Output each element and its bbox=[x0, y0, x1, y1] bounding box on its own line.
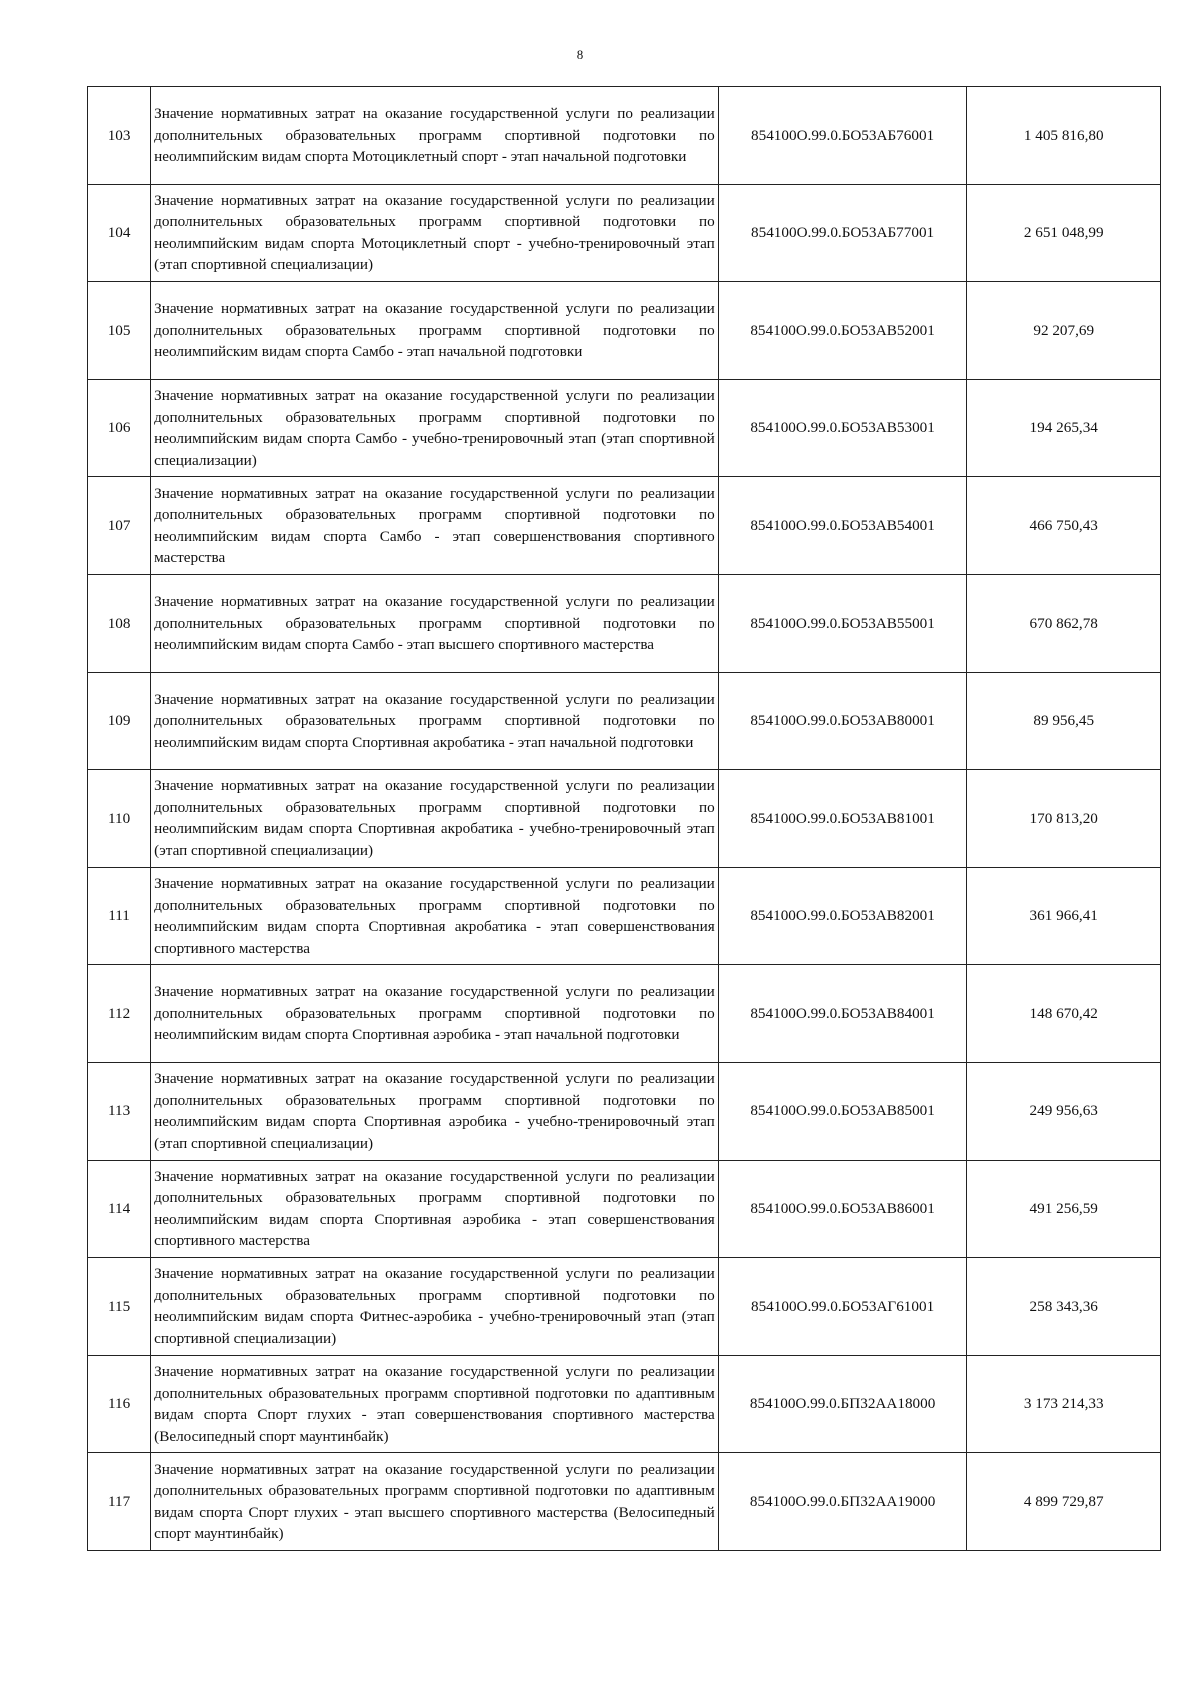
row-description-cell bbox=[151, 965, 719, 1063]
row-description: Значение нормативных затрат на оказание государственной услуги по реализации дополнительных образовательных программ спортивной подготовки по неолимпийским видам спорта Самбо - этап высшего спортивного мастерства bbox=[154, 593, 715, 654]
row-amount: 670 862,78 bbox=[967, 574, 1161, 672]
table-row bbox=[88, 282, 1161, 380]
row-number: 110 bbox=[88, 770, 151, 868]
row-number: 113 bbox=[88, 1062, 151, 1160]
table-row bbox=[88, 1453, 1161, 1551]
table-row bbox=[88, 574, 1161, 672]
row-description-cell bbox=[151, 1062, 719, 1160]
row-amount: 2 651 048,99 bbox=[967, 184, 1161, 282]
row-amount: 4 899 729,87 bbox=[967, 1453, 1161, 1551]
row-description: Значение нормативных затрат на оказание государственной услуги по реализации дополнительных образовательных программ спортивной подготовки по неолимпийским видам спорта Самбо - учебно-тренировочный этап (этап спортивной специализации) bbox=[154, 387, 715, 469]
row-registry-code: 854100О.99.0.БО53АВ55001 bbox=[718, 574, 967, 672]
table-row bbox=[88, 770, 1161, 868]
row-registry-code: 854100О.99.0.БО53АБ76001 bbox=[718, 87, 967, 185]
row-description-cell bbox=[151, 1258, 719, 1356]
row-amount: 89 956,45 bbox=[967, 672, 1161, 770]
table-row bbox=[88, 1062, 1161, 1160]
row-amount: 466 750,43 bbox=[967, 477, 1161, 575]
table-row bbox=[88, 672, 1161, 770]
table-row bbox=[88, 1160, 1161, 1258]
row-registry-code: 854100О.99.0.БО53АБ77001 bbox=[718, 184, 967, 282]
row-number: 112 bbox=[88, 965, 151, 1063]
row-description: Значение нормативных затрат на оказание государственной услуги по реализации дополнительных образовательных программ спортивной подготовки по адаптивным видам спорта Спорт глухих - этап высшего спортивного мастерства (Велосипедный спорт маунтинбайк) bbox=[154, 1460, 715, 1543]
row-description-cell bbox=[151, 184, 719, 282]
row-registry-code: 854100О.99.0.БО53АВ53001 bbox=[718, 379, 967, 477]
row-registry-code: 854100О.99.0.БО53АВ54001 bbox=[718, 477, 967, 575]
row-number: 105 bbox=[88, 282, 151, 380]
row-amount: 249 956,63 bbox=[967, 1062, 1161, 1160]
row-amount: 148 670,42 bbox=[967, 965, 1161, 1063]
row-number: 103 bbox=[88, 87, 151, 185]
row-description: Значение нормативных затрат на оказание государственной услуги по реализации дополнительных образовательных программ спортивной подготовки по неолимпийским видам спорта Спортивная аэробика - этап начальной подготовки bbox=[154, 983, 715, 1044]
row-description: Значение нормативных затрат на оказание государственной услуги по реализации дополнительных образовательных программ спортивной подготовки по неолимпийским видам спорта Фитнес-аэробика - учебно-тренировочный этап (этап спортивной специализации) bbox=[154, 1265, 715, 1347]
table-row bbox=[88, 1258, 1161, 1356]
row-number: 104 bbox=[88, 184, 151, 282]
row-registry-code: 854100О.99.0.БО53АВ82001 bbox=[718, 867, 967, 965]
row-amount: 361 966,41 bbox=[967, 867, 1161, 965]
row-description-cell bbox=[151, 379, 719, 477]
page-number: 8 bbox=[576, 47, 584, 62]
row-number: 115 bbox=[88, 1258, 151, 1356]
row-amount: 3 173 214,33 bbox=[967, 1355, 1161, 1453]
row-description: Значение нормативных затрат на оказание государственной услуги по реализации дополнительных образовательных программ спортивной подготовки по неолимпийским видам спорта Мотоциклетный спорт - учебно-тренировочный этап (этап спортивной специализации) bbox=[154, 191, 715, 274]
row-description: Значение нормативных затрат на оказание государственной услуги по реализации дополнительных образовательных программ спортивной подготовки по неолимпийским видам спорта Спортивная аэробика - учебно-тренировочный этап (этап спортивной специализации) bbox=[154, 1070, 715, 1152]
row-registry-code: 854100О.99.0.БО53АГ61001 bbox=[718, 1258, 967, 1356]
row-registry-code: 854100О.99.0.БО53АВ85001 bbox=[718, 1062, 967, 1160]
row-amount: 491 256,59 bbox=[967, 1160, 1161, 1258]
row-number: 111 bbox=[88, 867, 151, 965]
row-description: Значение нормативных затрат на оказание государственной услуги по реализации дополнительных образовательных программ спортивной подготовки по неолимпийским видам спорта Спортивная аэробика - этап совершенствования спортивного мастерства bbox=[154, 1167, 715, 1250]
table-row bbox=[88, 184, 1161, 282]
table-row bbox=[88, 477, 1161, 575]
row-registry-code: 854100О.99.0.БП32АА18000 bbox=[718, 1355, 967, 1453]
row-amount: 258 343,36 bbox=[967, 1258, 1161, 1356]
row-description-cell bbox=[151, 87, 719, 185]
table-row bbox=[88, 867, 1161, 965]
row-description-cell bbox=[151, 282, 719, 380]
row-description-cell bbox=[151, 477, 719, 575]
row-registry-code: 854100О.99.0.БО53АВ80001 bbox=[718, 672, 967, 770]
row-amount: 1 405 816,80 bbox=[967, 87, 1161, 185]
row-description-cell bbox=[151, 574, 719, 672]
row-description: Значение нормативных затрат на оказание государственной услуги по реализации дополнительных образовательных программ спортивной подготовки по неолимпийским видам спорта Спортивная акробатика - учебно-тренировочный этап (этап спортивной специализации) bbox=[154, 777, 715, 859]
row-description: Значение нормативных затрат на оказание государственной услуги по реализации дополнительных образовательных программ спортивной подготовки по неолимпийским видам спорта Спортивная акробатика - этап начальной подготовки bbox=[154, 690, 715, 751]
table-row bbox=[88, 87, 1161, 185]
row-number: 116 bbox=[88, 1355, 151, 1453]
row-description: Значение нормативных затрат на оказание государственной услуги по реализации дополнительных образовательных программ спортивной подготовки по неолимпийским видам спорта Самбо - этап начальной подготовки bbox=[154, 300, 715, 361]
table-body bbox=[88, 87, 1161, 1551]
row-registry-code: 854100О.99.0.БО53АВ52001 bbox=[718, 282, 967, 380]
row-registry-code: 854100О.99.0.БП32АА19000 bbox=[718, 1453, 967, 1551]
row-description-cell bbox=[151, 1355, 719, 1453]
row-number: 114 bbox=[88, 1160, 151, 1258]
table-row bbox=[88, 1355, 1161, 1453]
row-number: 108 bbox=[88, 574, 151, 672]
row-registry-code: 854100О.99.0.БО53АВ84001 bbox=[718, 965, 967, 1063]
row-registry-code: 854100О.99.0.БО53АВ86001 bbox=[718, 1160, 967, 1258]
row-description-cell bbox=[151, 1160, 719, 1258]
row-number: 106 bbox=[88, 379, 151, 477]
row-description-cell bbox=[151, 672, 719, 770]
row-number: 107 bbox=[88, 477, 151, 575]
table-row bbox=[88, 379, 1161, 477]
row-amount: 170 813,20 bbox=[967, 770, 1161, 868]
row-description: Значение нормативных затрат на оказание государственной услуги по реализации дополнительных образовательных программ спортивной подготовки по неолимпийским видам спорта Мотоциклетный спорт - этап начальной подготовки bbox=[154, 105, 715, 166]
row-description-cell bbox=[151, 770, 719, 868]
row-amount: 92 207,69 bbox=[967, 282, 1161, 380]
row-amount: 194 265,34 bbox=[967, 379, 1161, 477]
row-description-cell bbox=[151, 867, 719, 965]
row-number: 109 bbox=[88, 672, 151, 770]
table-row bbox=[88, 965, 1161, 1063]
normative-costs-table bbox=[87, 86, 1161, 1551]
row-registry-code: 854100О.99.0.БО53АВ81001 bbox=[718, 770, 967, 868]
row-description: Значение нормативных затрат на оказание государственной услуги по реализации дополнительных образовательных программ спортивной подготовки по неолимпийским видам спорта Спортивная акробатика - этап совершенствования спортивного мастерства bbox=[154, 875, 715, 957]
row-description-cell bbox=[151, 1453, 719, 1551]
row-number: 117 bbox=[88, 1453, 151, 1551]
row-description: Значение нормативных затрат на оказание государственной услуги по реализации дополнительных образовательных программ спортивной подготовки по неолимпийским видам спорта Самбо - этап совершенствования спортивного мастерства bbox=[154, 484, 715, 567]
row-description: Значение нормативных затрат на оказание государственной услуги по реализации дополнительных образовательных программ спортивной подготовки по адаптивным видам спорта Спорт глухих - этап совершенствования спортивного мастерства (Велосипедный спорт маунтинбайк) bbox=[154, 1363, 715, 1445]
